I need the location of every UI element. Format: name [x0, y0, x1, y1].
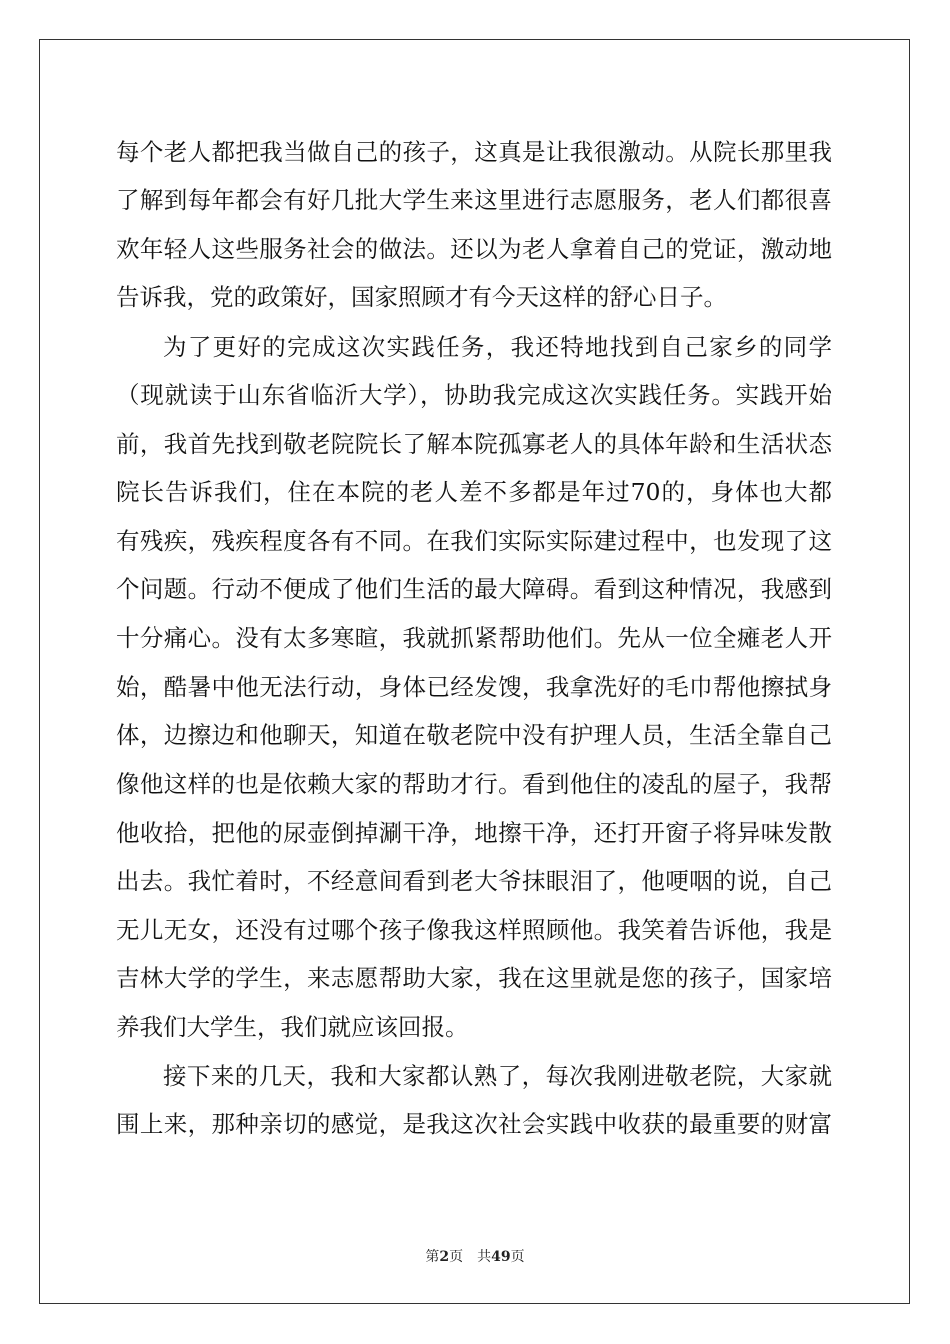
total-pages: 49 [491, 1249, 511, 1265]
text-line-4: 告诉我，党的政策好，国家照顾才有今天这样的舒心日子。 [116, 283, 727, 311]
text-line-2: 了解到每年都会有好几批大学生来这里进行志愿服务，老人们都很喜 [116, 186, 832, 214]
total-prefix: 共 [477, 1249, 492, 1265]
text-line-7: 前，我首先找到敬老院院长了解本院孤寡老人的具体年龄和生活状态 [116, 430, 832, 458]
page-suffix: 页 [449, 1249, 464, 1265]
text-line-16: 出去。我忙着时，不经意间看到老大爷抹眼泪了，他哽咽的说，自己 [116, 867, 832, 895]
page-footer [0, 1247, 950, 1267]
text-line-11: 十分痛心。没有太多寒暄，我就抓紧帮助他们。先从一位全瘫老人开 [116, 624, 832, 652]
text-line-17: 无儿无女，还没有过哪个孩子像我这样照顾他。我笑着告诉他，我是 [116, 916, 832, 944]
text-line-9: 有残疾，残疾程度各有不同。在我们实际实际建过程中，也发现了这 [116, 527, 832, 555]
text-line-13: 体，边擦边和他聊天，知道在敬老院中没有护理人员，生活全靠自己 [116, 721, 832, 749]
text-line-12: 始，酷暑中他无法行动，身体已经发馊，我拿洗好的毛巾帮他擦拭身 [116, 673, 832, 701]
text-line-1: 每个老人都把我当做自己的孩子，这真是让我很激动。从院长那里我 [116, 138, 832, 166]
text-line-10: 个问题。行动不便成了他们生活的最大障碍。看到这种情况，我感到 [116, 575, 832, 603]
page-number: 2 [439, 1249, 450, 1265]
text-line-20: 接下来的几天，我和大家都认熟了，每次我刚进敬老院，大家就 [163, 1062, 832, 1090]
text-line-21: 围上来，那种亲切的感觉，是我这次社会实践中收获的最重要的财富 [116, 1110, 832, 1138]
text-line-6: （现就读于山东省临沂大学），协助我完成这次实践任务。实践开始 [116, 381, 832, 409]
text-line-3: 欢年轻人这些服务社会的做法。还以为老人拿着自己的党证，激动地 [116, 235, 832, 263]
text-line-14: 像他这样的也是依赖大家的帮助才行。看到他住的凌乱的屋子，我帮 [116, 770, 832, 798]
text-line-19: 养我们大学生，我们就应该回报。 [116, 1013, 469, 1041]
text-line-5: 为了更好的完成这次实践任务，我还特地找到自己家乡的同学 [163, 333, 832, 361]
text-line-15: 他收拾，把他的尿壶倒掉涮干净，地擦干净，还打开窗子将异味发散 [116, 819, 832, 847]
text-line-8: 院长告诉我们，住在本院的老人差不多都是年过70的，身体也大都 [116, 478, 832, 506]
text-line-18: 吉林大学的学生，来志愿帮助大家，我在这里就是您的孩子，国家培 [116, 964, 832, 992]
page-prefix: 第 [425, 1249, 440, 1265]
total-suffix: 页 [510, 1249, 525, 1265]
